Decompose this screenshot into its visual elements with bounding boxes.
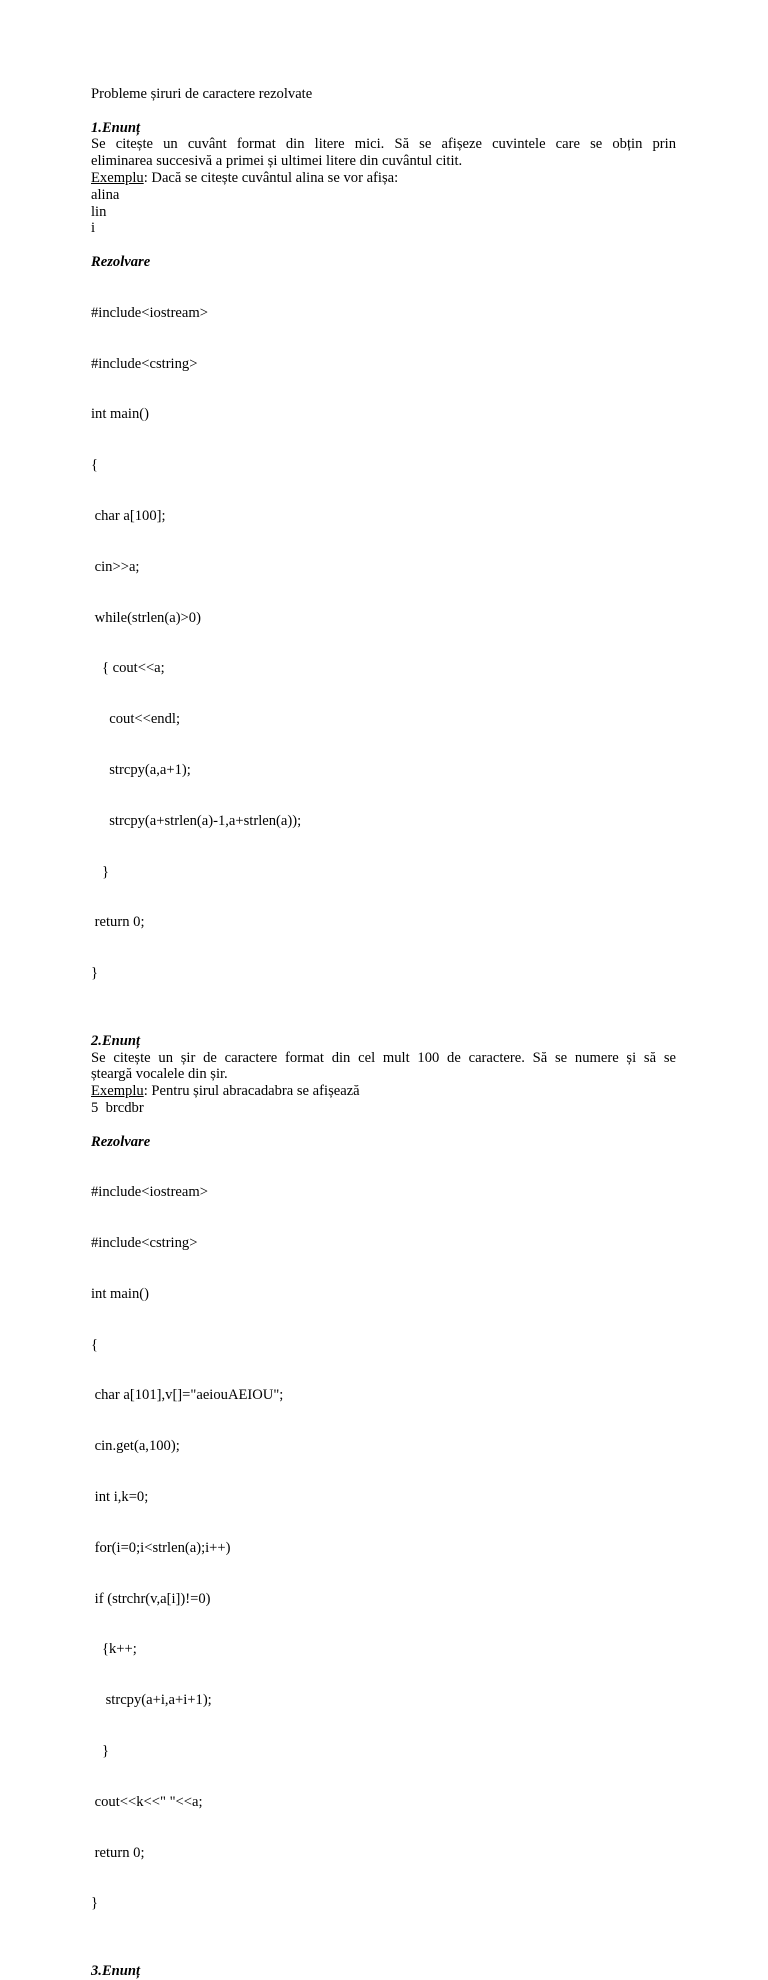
problem-2-example-label: Exemplu — [91, 1083, 144, 1100]
code-line: cout<<endl; — [91, 711, 181, 728]
problem-2-output-line: 5 brcdbr — [91, 1099, 144, 1116]
code-line: while(strlen(a)>0) — [91, 609, 201, 626]
problem-1-code-block — [91, 271, 676, 1016]
code-line: int main() — [91, 406, 149, 423]
code-line: } — [91, 1743, 109, 1760]
code-line: } — [91, 863, 109, 880]
problem-1-solution-heading: Rezolvare — [91, 253, 151, 270]
code-line: strcpy(a+i,a+i+1); — [91, 1692, 212, 1709]
problem-1-output-line: alina — [91, 186, 120, 203]
problem-3-heading: 3.Enunț — [91, 1963, 141, 1980]
code-line: for(i=0;i<strlen(a);i++) — [91, 1539, 231, 1556]
code-line: {k++; — [91, 1641, 137, 1658]
problem-2-example-text: : Pentru șirul abracadabra se afișează — [143, 1083, 360, 1100]
problem-1-heading: 1.Enunț — [91, 119, 141, 136]
code-line: int i,k=0; — [91, 1489, 149, 1506]
code-line: { — [91, 457, 99, 474]
code-line: cin>>a; — [91, 558, 140, 575]
code-line: #include<cstring> — [91, 355, 198, 372]
problem-2-solution-heading: Rezolvare — [91, 1133, 151, 1150]
code-line: cout<<k<<" "<<a; — [91, 1793, 203, 1810]
code-line: strcpy(a+strlen(a)-1,a+strlen(a)); — [91, 812, 302, 829]
code-line: #include<cstring> — [91, 1235, 198, 1252]
problem-1-example — [91, 170, 676, 187]
code-line: { — [91, 1336, 99, 1353]
problem-1-example-label: Exemplu — [91, 169, 144, 186]
code-line: #include<iostream> — [91, 304, 208, 321]
code-line: #include<iostream> — [91, 1184, 208, 1201]
document-title: Probleme șiruri de caractere rezolvate — [91, 86, 313, 102]
document-content — [91, 86, 676, 1980]
code-line: { cout<<a; — [91, 660, 165, 677]
problem-2-example — [91, 1083, 676, 1100]
code-line: } — [91, 1895, 99, 1912]
problem-2-code-block — [91, 1150, 676, 1946]
problem-2-heading: 2.Enunț — [91, 1032, 141, 1049]
code-line: return 0; — [91, 914, 145, 931]
problem-1-statement-line-2: eliminarea succesivă a primei și ultimei litere din cuvântul citit. — [91, 153, 463, 170]
code-line: cin.get(a,100); — [91, 1438, 180, 1455]
code-line: if (strchr(v,a[i])!=0) — [91, 1590, 211, 1607]
problem-1-output-line: i — [91, 220, 96, 237]
code-line: char a[101],v[]="aeiouAEIOU"; — [91, 1387, 284, 1404]
problem-1-output-line: lin — [91, 203, 107, 220]
problem-2-statement-line-1: Se citește un șir de caractere format din cel mult 100 de caractere. Să se numere și să se — [91, 1049, 676, 1066]
problem-2-statement-line-2: șteargă vocalele din șir. — [91, 1066, 228, 1083]
code-line: return 0; — [91, 1844, 145, 1861]
code-line: char a[100]; — [91, 507, 166, 524]
code-line: } — [91, 965, 99, 982]
code-line: strcpy(a,a+1); — [91, 761, 191, 778]
problem-1-statement-line-1: Se citește un cuvânt format din litere mici. Să se afișeze cuvintele care se obțin prin — [91, 136, 676, 153]
problem-1-example-text: : Dacă se citește cuvântul alina se vor afișa: — [143, 169, 399, 186]
code-line: int main() — [91, 1285, 149, 1302]
